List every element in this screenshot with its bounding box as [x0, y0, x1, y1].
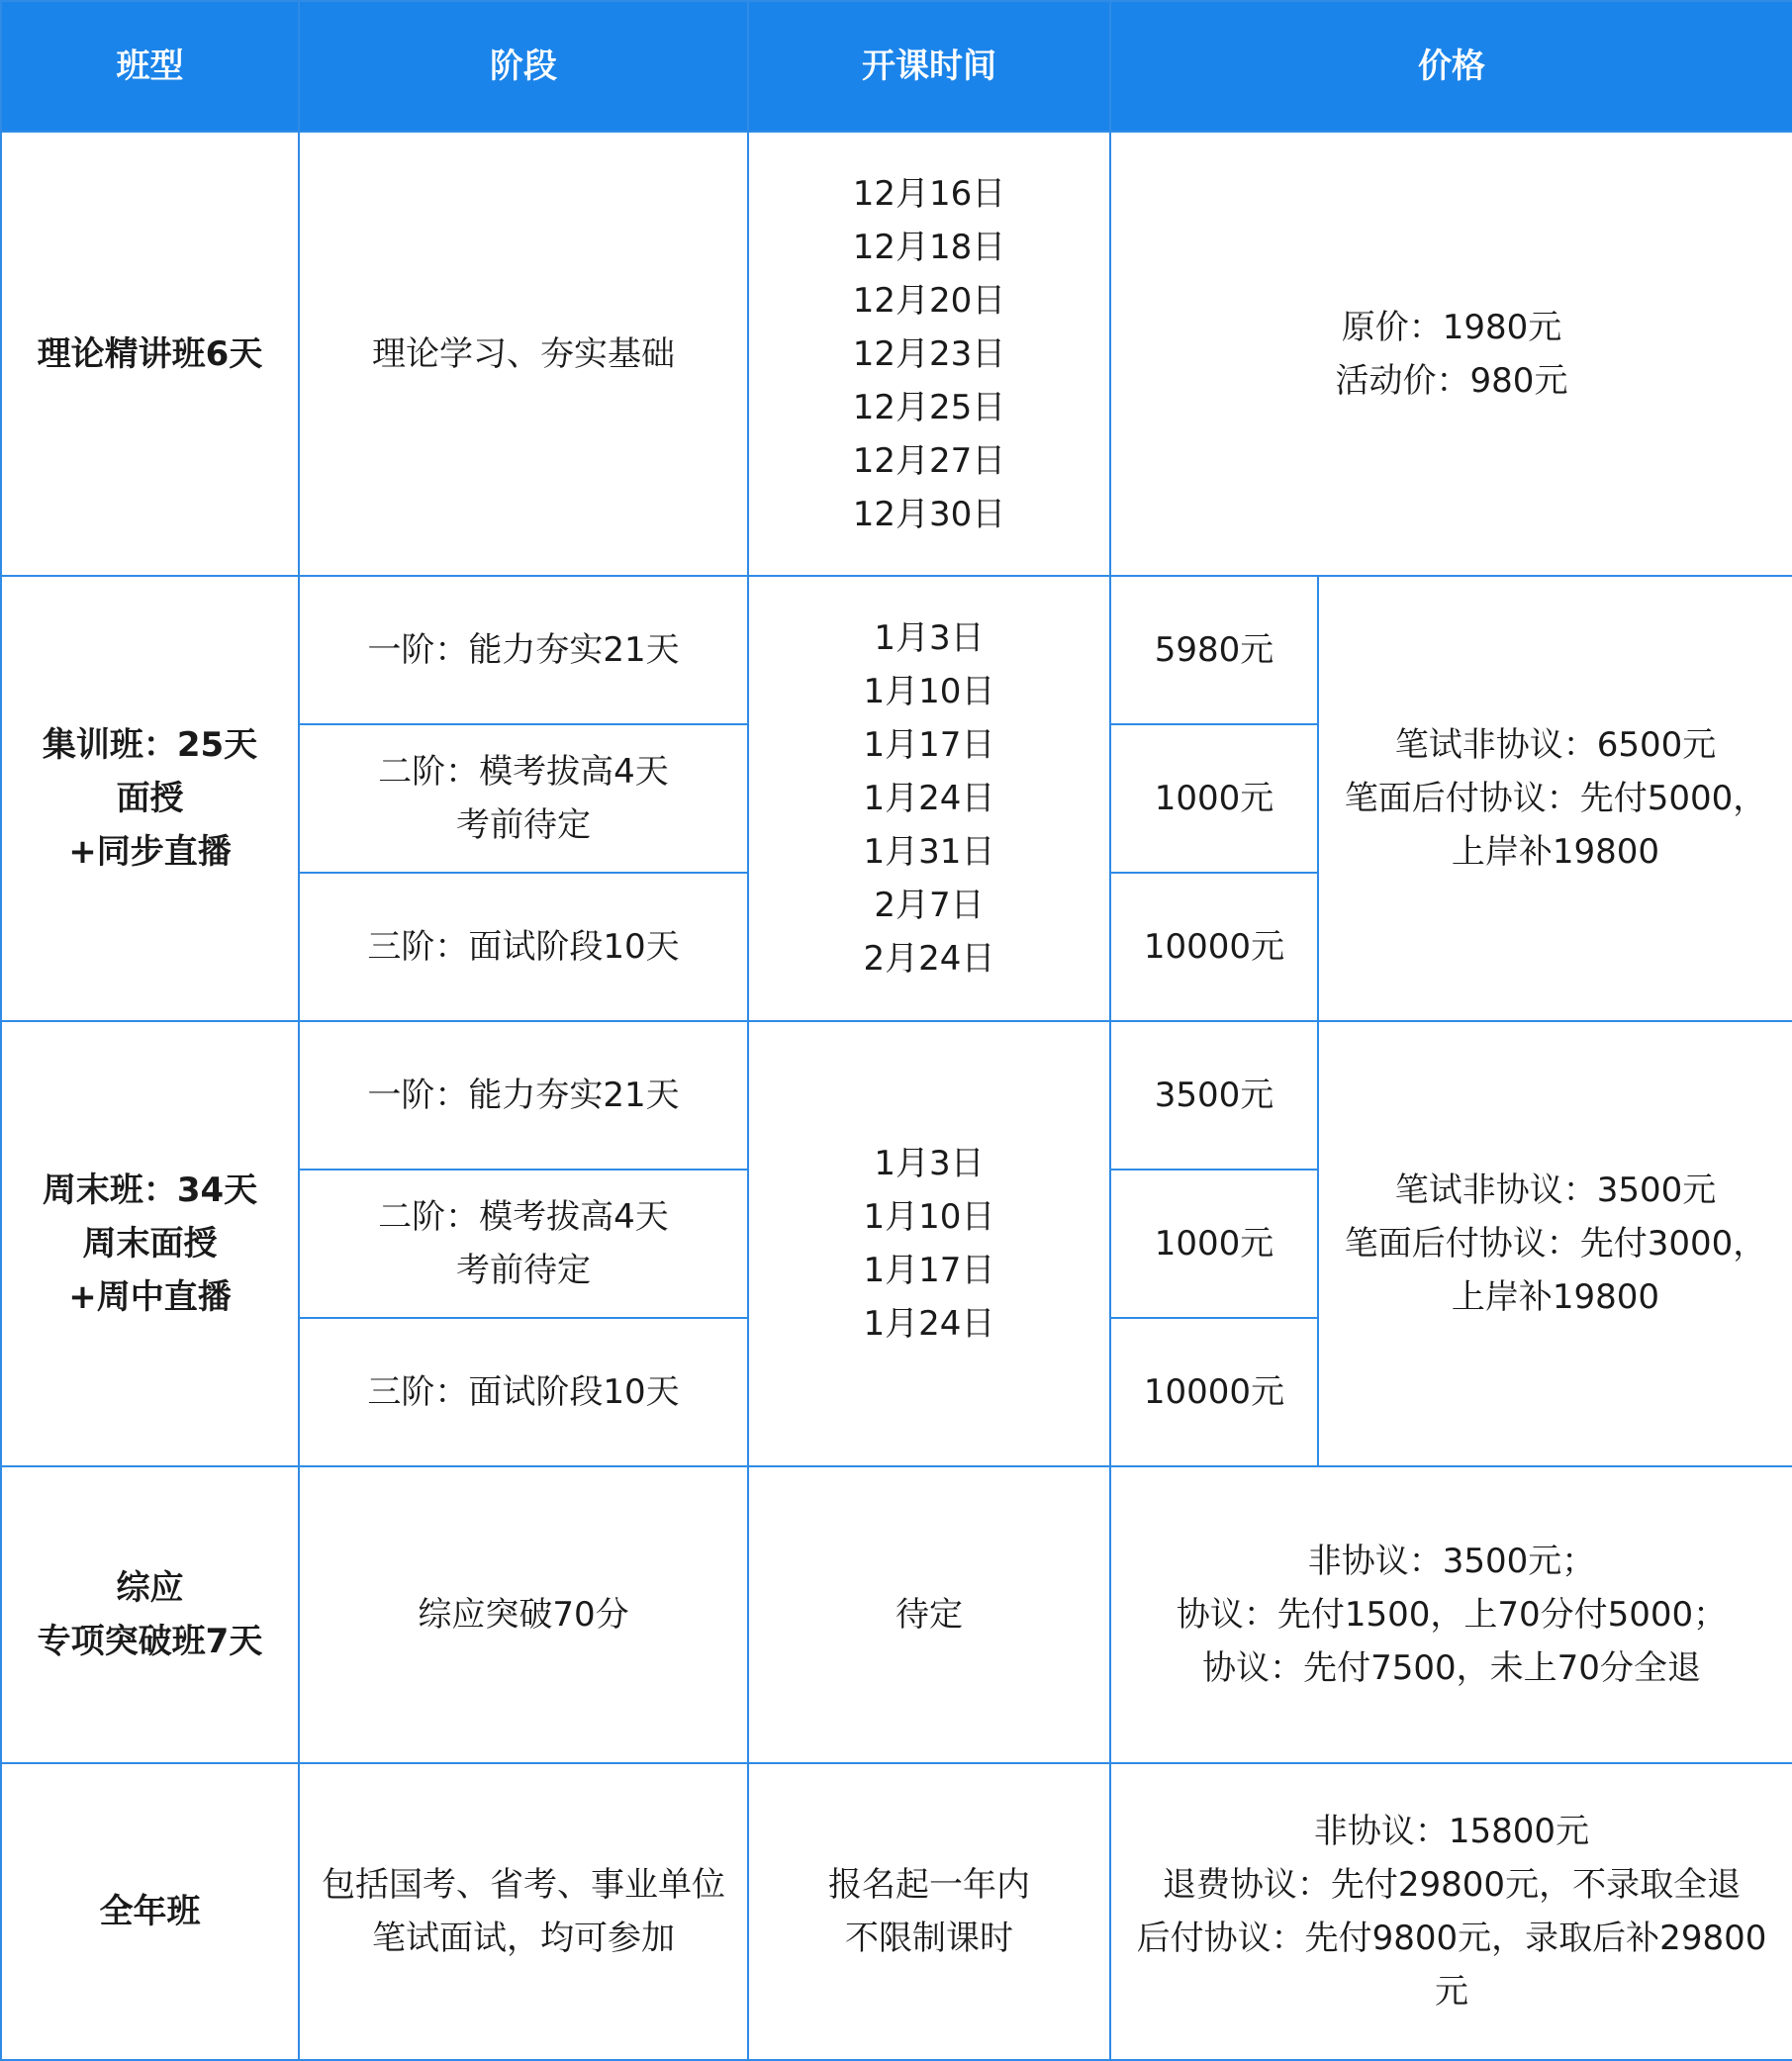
class-type-intensive [1, 576, 299, 1021]
stage-intensive-2 [299, 724, 748, 873]
date-item: 1月10日 [863, 1197, 995, 1237]
stage-price: 10000元 [1143, 1372, 1285, 1412]
stage-annual [299, 1763, 748, 2060]
date-item: 不限制课时 [845, 1919, 1013, 1958]
date-item: 待定 [896, 1595, 963, 1635]
date-item: 2月7日 [874, 886, 985, 925]
class-type-label: 专项突破班7天 [37, 1622, 263, 1661]
stage-price: 10000元 [1143, 927, 1285, 967]
stage-label: 二阶：模考拔高4天 [378, 1197, 669, 1237]
class-type-annual [1, 1763, 299, 2060]
dates-weekend [748, 1021, 1110, 1466]
table-row [1, 132, 1792, 576]
price-line: 元 [1435, 1972, 1468, 2012]
class-type-label: 全年班 [99, 1892, 201, 1931]
price-line: 原价：1980元 [1341, 307, 1562, 347]
stage-price-weekend-3 [1110, 1318, 1318, 1466]
header-stage: 阶段 [299, 1, 748, 132]
class-type-weekend [1, 1021, 299, 1466]
class-type-label: 面授 [116, 779, 184, 818]
stage-price: 1000元 [1154, 779, 1274, 818]
price-line: 上岸补19800 [1451, 832, 1660, 872]
date-item: 12月18日 [852, 227, 1006, 267]
stage-price-weekend-1 [1110, 1021, 1318, 1170]
stage-price: 5980元 [1154, 630, 1274, 670]
table-row [1, 576, 1792, 724]
dates-annual [748, 1763, 1110, 2060]
class-type-label: +同步直播 [68, 832, 232, 872]
stage-theory [299, 132, 748, 576]
stage-price: 1000元 [1154, 1224, 1274, 1264]
class-type-label: 集训班：25天 [42, 725, 258, 765]
table-row [1, 1021, 1792, 1170]
header-class-type: 班型 [1, 1, 299, 132]
date-item: 1月3日 [874, 1144, 985, 1183]
package-price-weekend [1318, 1021, 1792, 1466]
date-item: 12月30日 [852, 494, 1006, 534]
stage-weekend-1 [299, 1021, 748, 1170]
date-item: 2月24日 [863, 939, 995, 979]
price-line: 后付协议：先付9800元，录取后补29800 [1136, 1919, 1767, 1958]
stage-label: 理论学习、夯实基础 [372, 333, 675, 374]
date-item: 1月17日 [863, 1251, 995, 1290]
date-item: 1月24日 [863, 779, 995, 818]
stage-label: 考前待定 [456, 1251, 591, 1290]
class-type-label: 周末面授 [82, 1224, 218, 1264]
stage-price: 3500元 [1154, 1076, 1274, 1115]
dates-comprehensive [748, 1466, 1110, 1763]
stage-weekend-3 [299, 1318, 748, 1466]
stage-label: 三阶：面试阶段10天 [367, 927, 680, 967]
stage-intensive-3 [299, 873, 748, 1021]
date-item: 1月3日 [874, 618, 985, 658]
class-type-label: 综应 [116, 1568, 184, 1608]
stage-label: 笔试面试，均可参加 [372, 1919, 675, 1958]
date-item: 1月17日 [863, 725, 995, 765]
table-row [1, 1466, 1792, 1763]
date-item: 1月31日 [863, 832, 995, 872]
date-item: 1月10日 [863, 672, 995, 711]
price-line: 笔试非协议：3500元 [1394, 1171, 1717, 1210]
price-line: 非协议：3500元； [1307, 1542, 1596, 1581]
date-item: 报名起一年内 [828, 1865, 1030, 1905]
dates-intensive [748, 576, 1110, 1021]
package-price-intensive [1318, 576, 1792, 1021]
price-annual [1110, 1763, 1792, 2060]
date-item: 12月16日 [852, 173, 1006, 214]
header-price: 价格 [1110, 1, 1792, 132]
price-line: 笔面后付协议：先付5000， [1344, 779, 1767, 818]
price-line: 退费协议：先付29800元，不录取全退 [1162, 1865, 1742, 1905]
class-type-label: +周中直播 [68, 1277, 232, 1317]
header-start-date: 开课时间 [748, 1, 1110, 132]
date-item: 12月20日 [852, 280, 1006, 321]
stage-price-intensive-2 [1110, 724, 1318, 873]
stage-intensive-1 [299, 576, 748, 724]
stage-comprehensive [299, 1466, 748, 1763]
date-item: 12月23日 [852, 333, 1006, 374]
date-item: 1月24日 [863, 1304, 995, 1344]
dates-theory [748, 132, 1110, 576]
class-type-comprehensive [1, 1466, 299, 1763]
price-line: 非协议：15800元 [1313, 1812, 1590, 1851]
stage-label: 考前待定 [456, 805, 591, 845]
stage-label: 综应突破70分 [418, 1595, 629, 1635]
stage-label: 包括国考、省考、事业单位 [322, 1865, 725, 1905]
price-comprehensive [1110, 1466, 1792, 1763]
price-line: 协议：先付7500，未上70分全退 [1202, 1648, 1701, 1688]
date-item: 12月25日 [852, 387, 1006, 427]
stage-label: 二阶：模考拔高4天 [378, 752, 669, 792]
price-line: 笔面后付协议：先付3000， [1344, 1224, 1767, 1264]
class-type-label: 周末班：34天 [42, 1171, 258, 1210]
table-row [1, 1763, 1792, 2060]
price-line: 上岸补19800 [1451, 1277, 1660, 1317]
date-item: 12月27日 [852, 440, 1006, 481]
stage-label: 一阶：能力夯实21天 [367, 630, 680, 670]
class-type-label: 理论精讲班6天 [37, 333, 263, 374]
stage-price-intensive-1 [1110, 576, 1318, 724]
stage-price-intensive-3 [1110, 873, 1318, 1021]
stage-label: 一阶：能力夯实21天 [367, 1076, 680, 1115]
price-line: 笔试非协议：6500元 [1394, 725, 1717, 765]
price-line: 协议：先付1500，上70分付5000； [1176, 1595, 1728, 1635]
stage-weekend-2 [299, 1170, 748, 1318]
stage-price-weekend-2 [1110, 1170, 1318, 1318]
stage-label: 三阶：面试阶段10天 [367, 1372, 680, 1412]
class-type-theory [1, 132, 299, 576]
price-theory [1110, 132, 1792, 576]
header-row [1, 1, 1792, 132]
price-line: 活动价：980元 [1335, 360, 1568, 401]
